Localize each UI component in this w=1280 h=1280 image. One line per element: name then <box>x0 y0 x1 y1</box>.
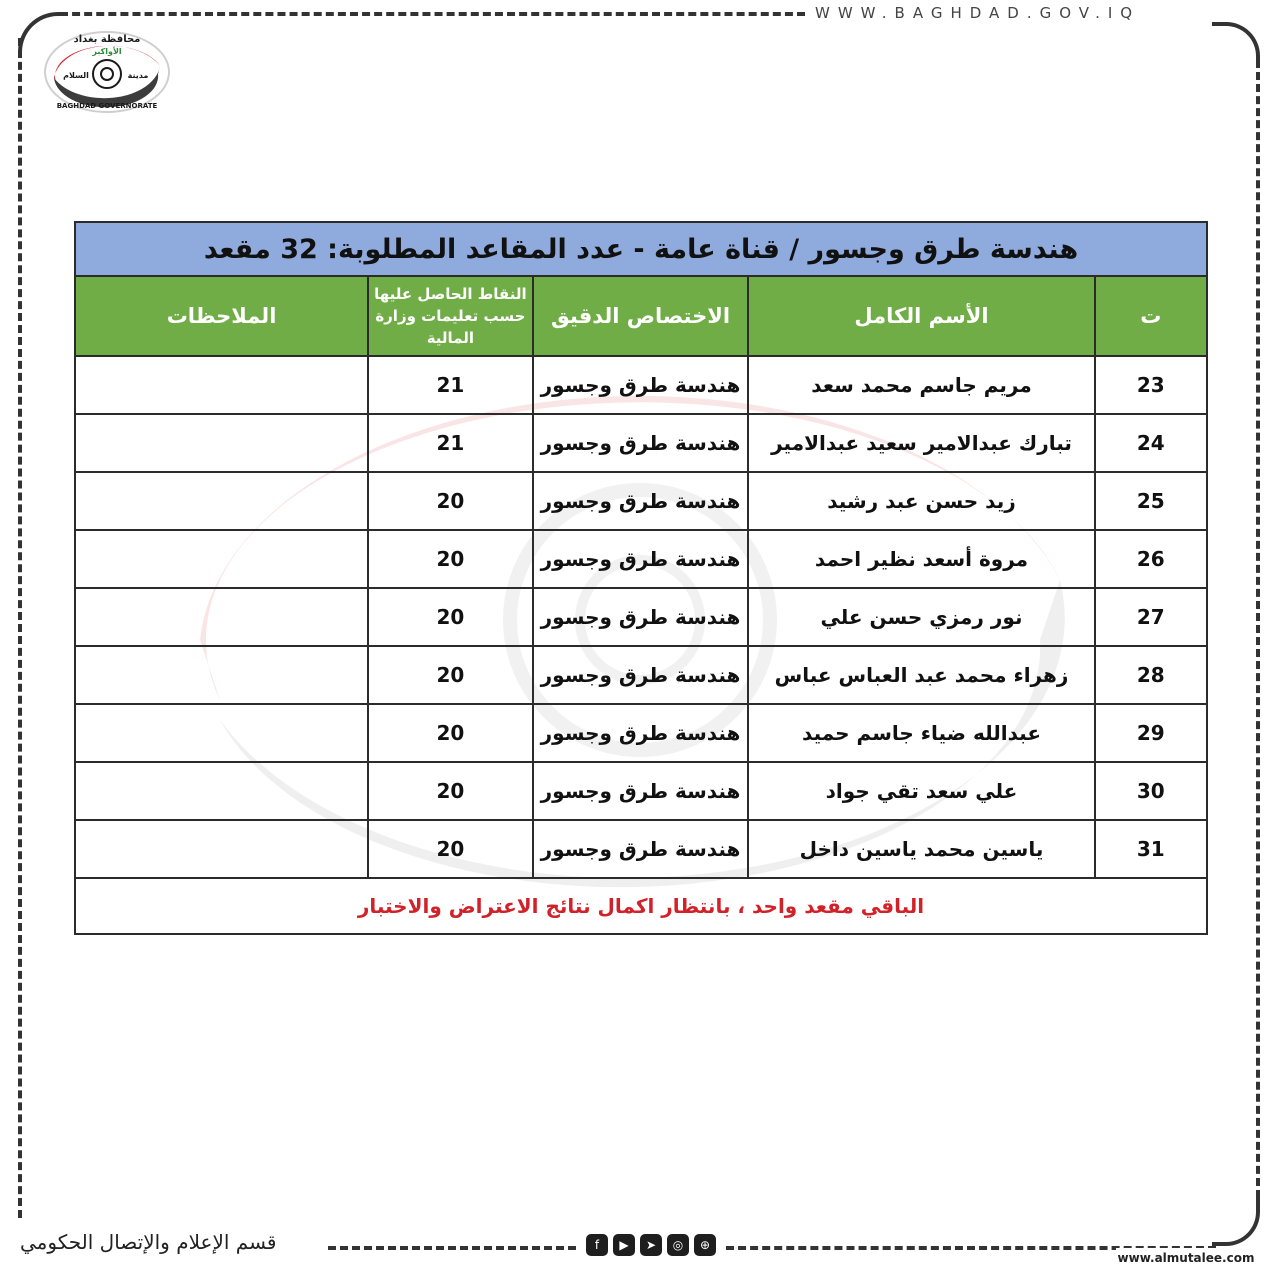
web-icon[interactable]: ⊕ <box>694 1234 716 1256</box>
cell-specialization: هندسة طرق وجسور <box>533 414 749 472</box>
header-points: النقاط الحاصل عليها حسب تعليمات وزارة المالية <box>368 276 533 356</box>
frame-bottom-border-left <box>328 1246 576 1250</box>
cell-num: 27 <box>1095 588 1207 646</box>
table-row <box>75 356 1207 414</box>
logo-text-right: السلام <box>63 71 89 80</box>
watermark-url: www.almutalee.com <box>1116 1248 1256 1268</box>
cell-num: 28 <box>1095 646 1207 704</box>
social-icons <box>586 1234 716 1258</box>
table-note-row <box>75 878 1207 934</box>
cell-points: 20 <box>368 472 533 530</box>
cell-num: 30 <box>1095 762 1207 820</box>
cell-notes <box>75 356 368 414</box>
frame-right-border <box>1256 60 1260 1210</box>
header-specialization: الاختصاص الدقيق <box>533 276 749 356</box>
results-table <box>74 221 1208 935</box>
cell-name: زهراء محمد عبد العباس عباس <box>748 646 1094 704</box>
facebook-icon[interactable]: f <box>586 1234 608 1256</box>
instagram-icon[interactable]: ◎ <box>667 1234 689 1256</box>
cell-name: ياسين محمد ياسين داخل <box>748 820 1094 878</box>
cell-name: نور رمزي حسن علي <box>748 588 1094 646</box>
cell-points: 20 <box>368 820 533 878</box>
frame-left-border <box>18 38 22 1218</box>
cell-points: 20 <box>368 704 533 762</box>
logo-text-left: مدينة <box>127 71 149 80</box>
cell-num: 26 <box>1095 530 1207 588</box>
table-row <box>75 472 1207 530</box>
table-row <box>75 646 1207 704</box>
cell-name: علي سعد تقي جواد <box>748 762 1094 820</box>
cell-points: 21 <box>368 414 533 472</box>
header-num: ت <box>1095 276 1207 356</box>
cell-notes <box>75 472 368 530</box>
table-row <box>75 414 1207 472</box>
baghdad-governorate-logo <box>40 28 174 116</box>
remaining-seats-note: الباقي مقعد واحد ، بانتظار اكمال نتائج الاعتراض والاختبار <box>75 878 1207 934</box>
logo-text-top: محافظة بغداد <box>73 34 141 45</box>
cell-specialization: هندسة طرق وجسور <box>533 356 749 414</box>
cell-points: 20 <box>368 530 533 588</box>
cell-notes <box>75 820 368 878</box>
telegram-icon[interactable]: ➤ <box>640 1234 662 1256</box>
table-body <box>75 356 1207 878</box>
cell-specialization: هندسة طرق وجسور <box>533 530 749 588</box>
cell-notes <box>75 704 368 762</box>
cell-notes <box>75 646 368 704</box>
cell-name: زيد حسن عبد رشيد <box>748 472 1094 530</box>
cell-specialization: هندسة طرق وجسور <box>533 762 749 820</box>
table-row <box>75 820 1207 878</box>
table-row <box>75 530 1207 588</box>
header-name: الأسم الكامل <box>748 276 1094 356</box>
cell-notes <box>75 530 368 588</box>
site-url[interactable]: WWW.BAGHDAD.GOV.IQ <box>815 4 1141 22</box>
cell-specialization: هندسة طرق وجسور <box>533 820 749 878</box>
logo-text-brand: الأواكبر <box>92 47 122 56</box>
logo-text-bottom: BAGHDAD GOVERNORATE <box>56 102 158 110</box>
footer-department: قسم الإعلام والإتصال الحكومي <box>20 1230 277 1254</box>
cell-num: 23 <box>1095 356 1207 414</box>
cell-notes <box>75 414 368 472</box>
cell-num: 24 <box>1095 414 1207 472</box>
frame-corner-bottom-right <box>1212 1198 1260 1246</box>
cell-notes <box>75 588 368 646</box>
cell-specialization: هندسة طرق وجسور <box>533 646 749 704</box>
cell-specialization: هندسة طرق وجسور <box>533 472 749 530</box>
cell-points: 21 <box>368 356 533 414</box>
cell-points: 20 <box>368 588 533 646</box>
table-row <box>75 588 1207 646</box>
cell-name: مريم جاسم محمد سعد <box>748 356 1094 414</box>
table-row <box>75 762 1207 820</box>
table-title-row <box>75 222 1207 276</box>
cell-name: عبدالله ضياء جاسم حميد <box>748 704 1094 762</box>
cell-points: 20 <box>368 762 533 820</box>
cell-num: 29 <box>1095 704 1207 762</box>
cell-num: 31 <box>1095 820 1207 878</box>
cell-specialization: هندسة طرق وجسور <box>533 704 749 762</box>
table-header-row <box>75 276 1207 356</box>
frame-corner-top-right <box>1212 22 1260 62</box>
table-title: هندسة طرق وجسور / قناة عامة - عدد المقاعد المطلوبة: 32 مقعد <box>75 222 1207 276</box>
cell-name: تبارك عبدالامير سعيد عبدالامير <box>748 414 1094 472</box>
cell-points: 20 <box>368 646 533 704</box>
frame-top-border <box>60 12 805 16</box>
cell-specialization: هندسة طرق وجسور <box>533 588 749 646</box>
cell-notes <box>75 762 368 820</box>
youtube-icon[interactable]: ▶ <box>613 1234 635 1256</box>
cell-name: مروة أسعد نظير احمد <box>748 530 1094 588</box>
table-row <box>75 704 1207 762</box>
cell-num: 25 <box>1095 472 1207 530</box>
header-notes: الملاحظات <box>75 276 368 356</box>
